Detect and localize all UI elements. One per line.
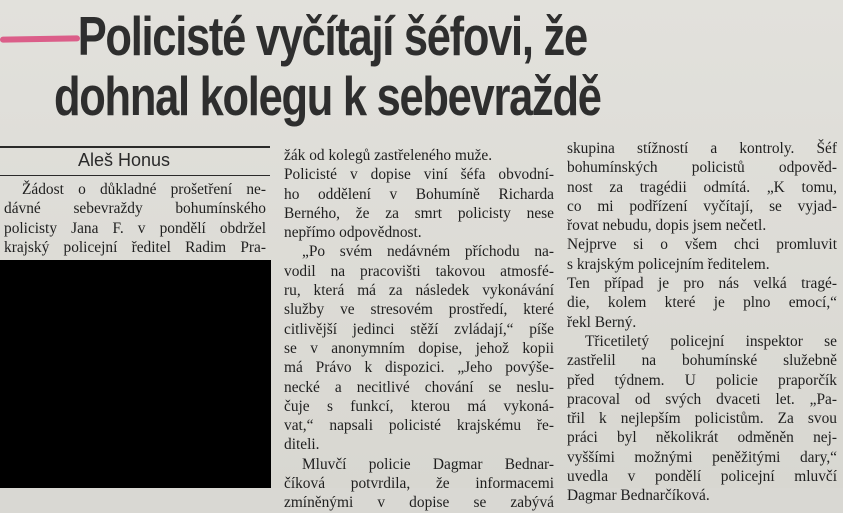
column-line: před týdnem. U policie praporčík: [567, 371, 837, 389]
column-line: zmíněnými v dopise se zabývá: [284, 494, 554, 512]
column-line: s krajským policejním ředitelem.: [567, 255, 770, 273]
headline: [54, 6, 654, 126]
column-line: die, kolem které je plno emocí,“: [567, 294, 837, 312]
column-line: „Po svém nedávném příchodu na-: [302, 243, 554, 261]
column-line: služby ve stresovém prostředí, které: [284, 301, 554, 319]
column-line: skupina stížností a kontroly. Šéf: [567, 140, 837, 157]
column-line: ru, která má za následek vykonávání: [284, 282, 554, 300]
column-line: třil k nejlepším policistům. Za svou: [567, 410, 837, 428]
column-line: řovat nebudu, dopis jsem nečetl.: [567, 217, 767, 235]
author-rule-bottom: [0, 175, 270, 176]
column-line: krajský policejní ředitel Radim Pra-: [4, 238, 266, 256]
article-column-1: [4, 180, 266, 257]
column-line: práci byl několikrát odměněn nej-: [567, 429, 837, 447]
column-line: vodil na pracovišti takovou atmosfé-: [284, 262, 554, 280]
column-line: Třicetiletý policejní inspektor se: [585, 332, 837, 350]
column-line: uvedla v pondělí policejní mluvčí: [567, 468, 837, 486]
column-line: pracoval od svých dvaceti let. „Pa-: [567, 390, 837, 408]
column-line: citlivější jedinci stěží zvládají,“ píše: [284, 320, 554, 338]
column-line: dávné sebevraždy bohumínského: [4, 200, 266, 218]
column-line: zastřelil na bohumínské služebně: [567, 352, 837, 370]
column-line: číková potvrdila, že informacemi: [284, 475, 554, 493]
redacted-image-area: [0, 260, 271, 488]
column-line: diteli.: [284, 436, 320, 454]
author-rule-top: [0, 146, 270, 148]
column-line: čuje s funkcí, kterou má vykoná-: [284, 397, 554, 415]
column-line: vyššími možnými peněžitými dary,“: [567, 448, 837, 466]
column-line: nepřímo odpovědnost.: [284, 224, 422, 242]
article-column-2: [284, 146, 554, 513]
author-byline: Aleš Honus: [78, 150, 171, 170]
column-line: Ten případ je pro nás velká tragé-: [567, 275, 837, 293]
column-line: má Právo k dispozici. „Jeho povýše-: [284, 359, 554, 377]
column-line: ho oddělení v Bohumíně Richarda: [284, 185, 554, 203]
column-line: Nejprve si o všem chci promluvit: [567, 236, 837, 254]
column-line: se v anonymním dopise, jehož kopii: [284, 339, 554, 357]
headline-line-2: dohnal kolegu k sebevraždě: [54, 65, 601, 127]
column-line: Berného, že za smrt policisty nese: [284, 204, 554, 222]
column-line: vat,“ napsali policisté krajskému ře-: [284, 417, 554, 435]
column-line: bohumínských policistů odpověd-: [567, 159, 837, 177]
article-column-3: [567, 139, 837, 506]
column-line: necké a necitlivé chování se neslu-: [284, 378, 554, 396]
column-line: policisty Jana F. v pondělí obdržel: [4, 219, 266, 237]
column-line: řekl Berný.: [567, 313, 637, 331]
column-line: Policisté v dopise viní šéfa obvodní-: [284, 166, 554, 184]
column-line: žák od kolegů zastřeleného muže.: [284, 147, 493, 164]
column-line: Mluvčí policie Dagmar Bednar-: [302, 455, 554, 473]
column-line: Žádost o důkladné prošetření ne-: [22, 181, 266, 198]
headline-line-1: Policisté vyčítají šéfovi, že: [77, 5, 587, 67]
column-line: nost za tragédii odmítá. „K tomu,: [567, 178, 837, 196]
column-line: co mi podřízení vyčítají, se vyjad-: [567, 197, 837, 215]
column-line: Dagmar Bednarčíková.: [567, 487, 710, 505]
